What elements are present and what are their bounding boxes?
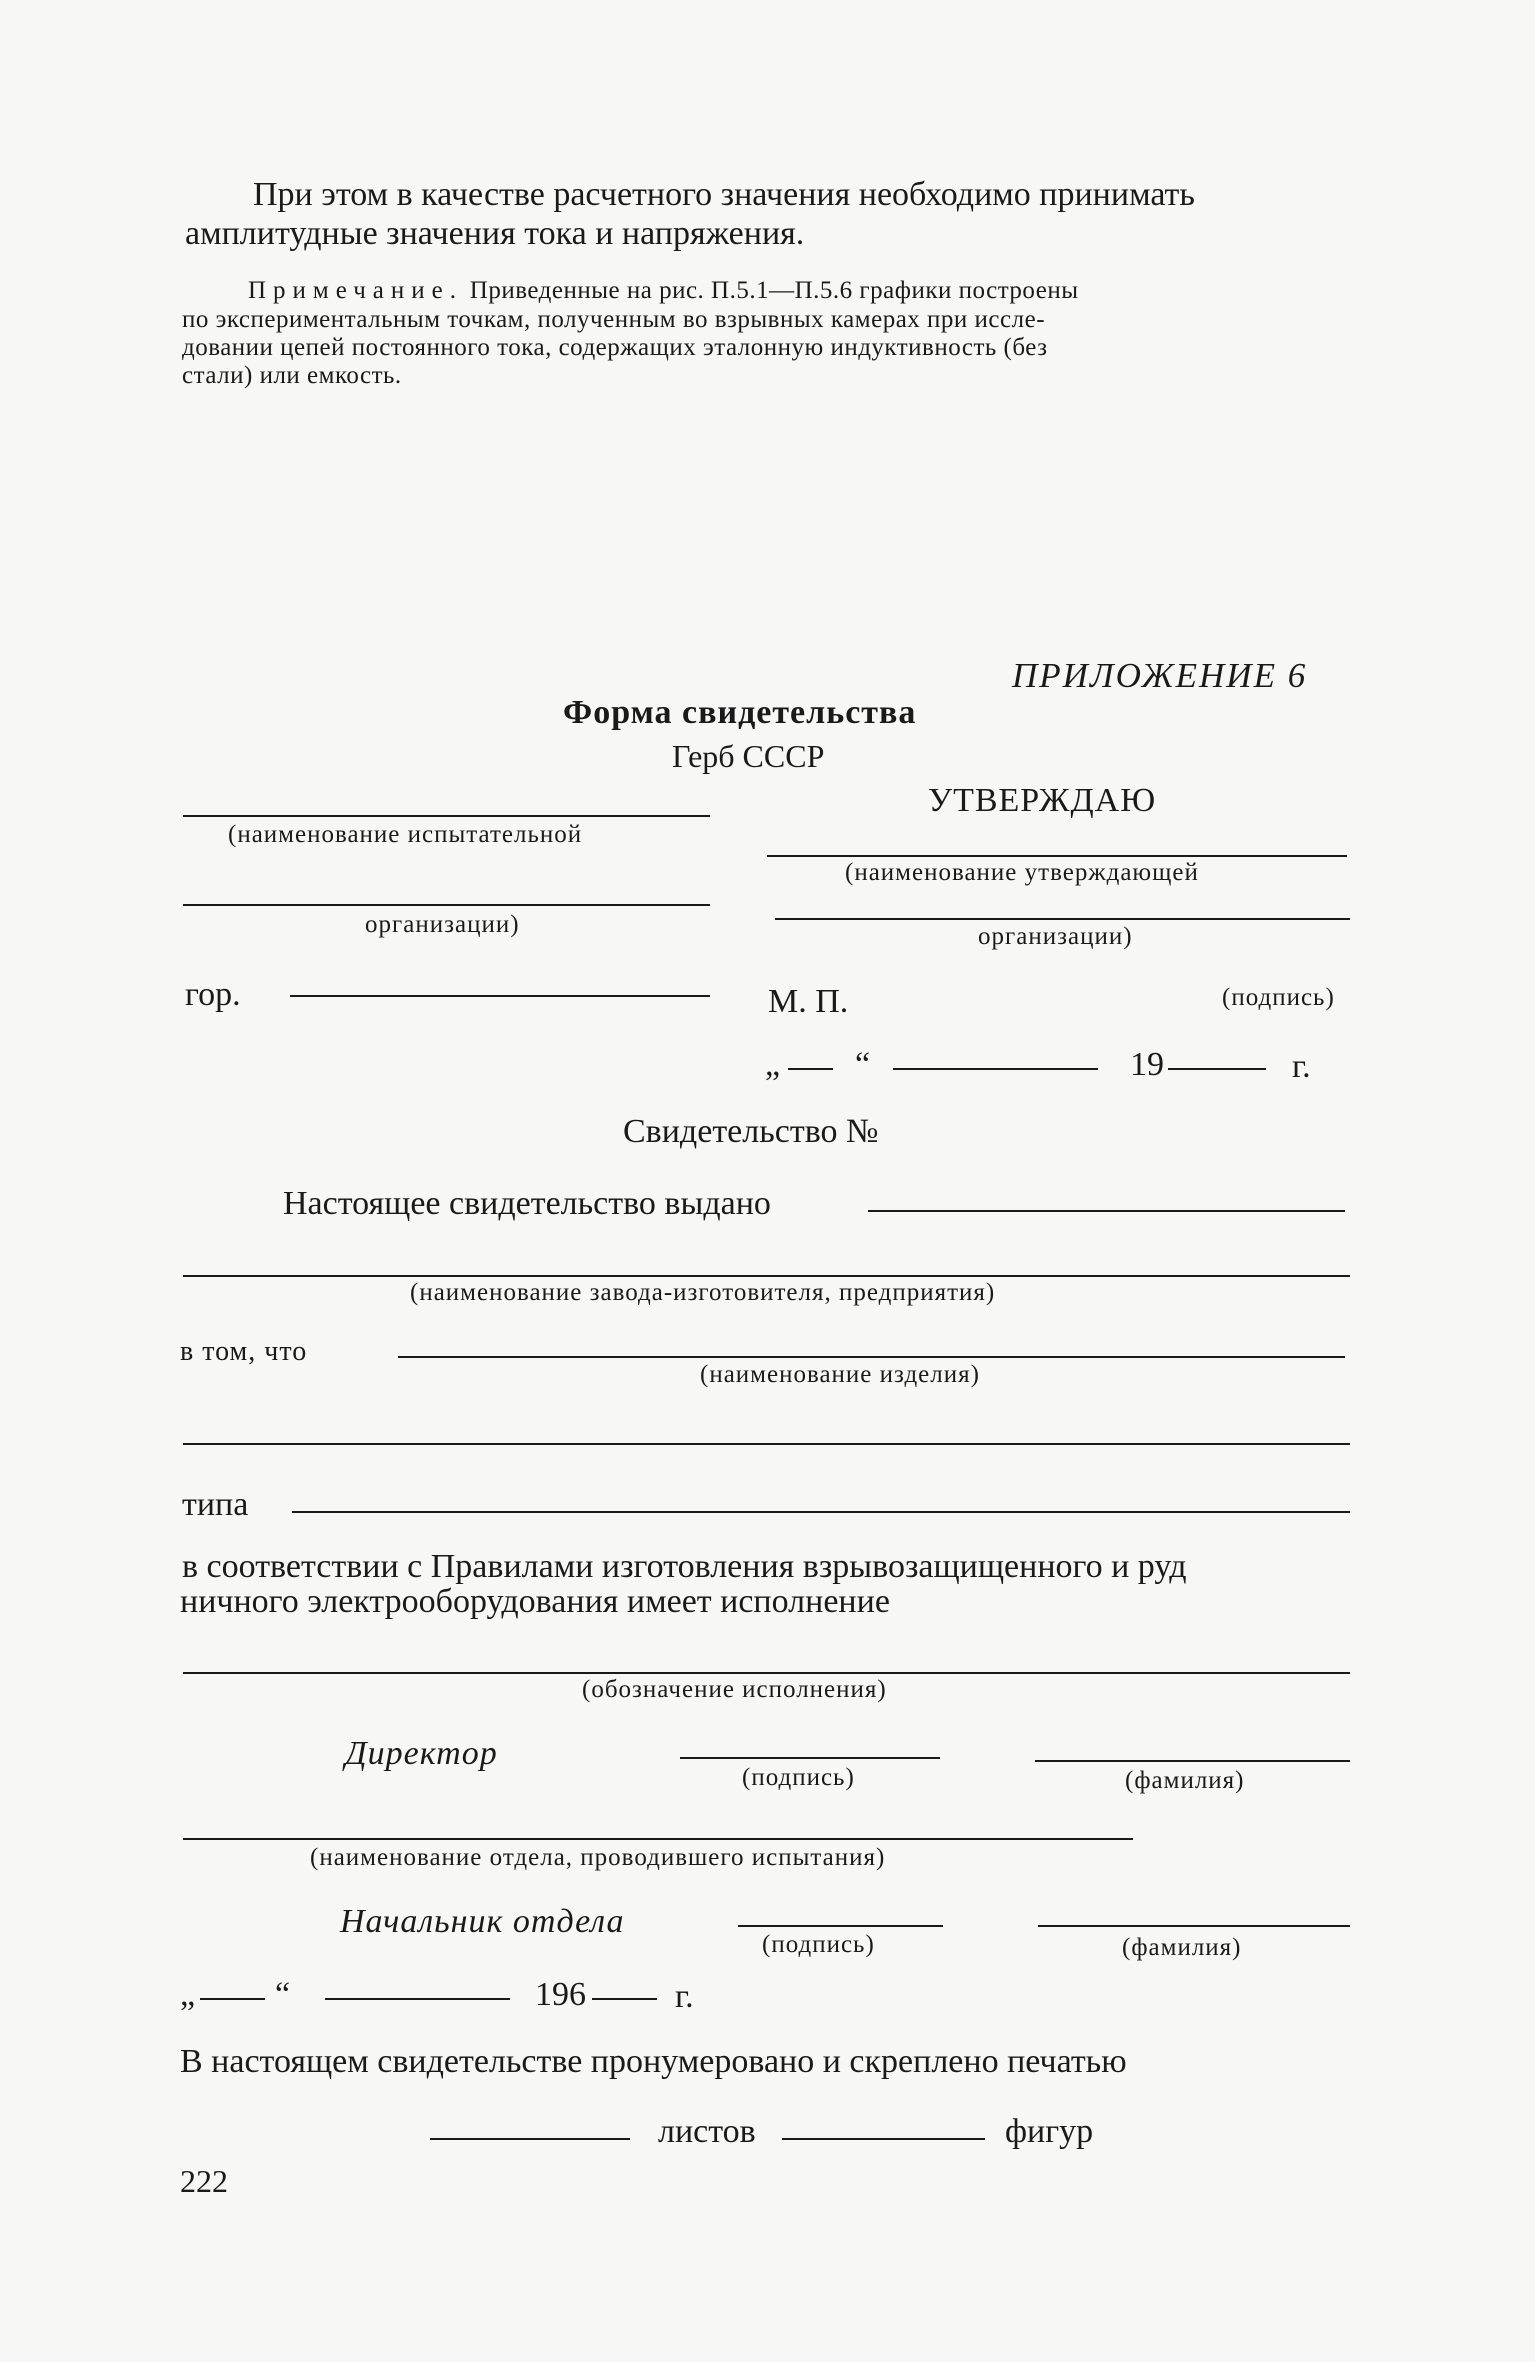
test-org-line-2 bbox=[183, 904, 710, 906]
product-caption: (наименование изделия) bbox=[700, 1361, 980, 1388]
approve-year-line bbox=[1168, 1068, 1266, 1070]
test-org-caption-1: (наименование испытательной bbox=[228, 821, 583, 848]
type-line bbox=[292, 1511, 1350, 1513]
issue-year-suffix: г. bbox=[675, 1978, 694, 2015]
test-org-line-1 bbox=[183, 815, 710, 817]
approve-org-line-1 bbox=[767, 855, 1347, 857]
director-surname-caption: (фамилия) bbox=[1125, 1767, 1245, 1794]
approve-date-open-quote: „ bbox=[765, 1046, 781, 1083]
city-line bbox=[290, 995, 710, 997]
manufacturer-caption: (наименование завода-изготовителя, предприятия) bbox=[410, 1279, 996, 1306]
note-text-1: Приведенные на рис. П.5.1—П.5.6 графики построены bbox=[469, 277, 1079, 304]
approve-label: УТВЕРЖДАЮ bbox=[928, 782, 1157, 819]
director-signature-caption: (подпись) bbox=[742, 1764, 855, 1791]
city-label: гор. bbox=[185, 976, 241, 1013]
note-line-3: довании цепей постоянного тока, содержащих эталонную индуктивность (без bbox=[182, 334, 1048, 361]
issued-line bbox=[868, 1210, 1345, 1212]
head-surname-line bbox=[1038, 1925, 1350, 1927]
approve-org-caption-1: (наименование утверждающей bbox=[845, 859, 1199, 886]
form-title: Форма свидетельства bbox=[563, 694, 917, 731]
head-signature-line bbox=[738, 1925, 943, 1927]
approve-org-line-2 bbox=[775, 918, 1350, 920]
issued-label: Настоящее свидетельство выдано bbox=[283, 1185, 771, 1222]
appendix-title: ПРИЛОЖЕНИЕ 6 bbox=[1012, 656, 1308, 695]
type-label: типа bbox=[182, 1486, 249, 1523]
department-line bbox=[183, 1838, 1133, 1840]
issue-year-prefix: 196 bbox=[535, 1976, 586, 2013]
product-line-2 bbox=[183, 1443, 1350, 1445]
issue-date-open-quote: „ bbox=[180, 1976, 196, 2013]
issue-year-line bbox=[592, 1998, 657, 2000]
director-signature-line bbox=[680, 1757, 940, 1759]
issue-month-line bbox=[325, 1998, 510, 2000]
intro-line-1: При этом в качестве расчетного значения необходимо принимать bbox=[253, 176, 1195, 213]
approve-org-caption-2: организации) bbox=[978, 923, 1133, 950]
approve-day-line bbox=[788, 1068, 833, 1070]
figures-label: фигур bbox=[1005, 2113, 1094, 2150]
certificate-title: Свидетельство № bbox=[623, 1113, 879, 1150]
head-signature-caption: (подпись) bbox=[762, 1931, 875, 1958]
head-label: Начальник отдела bbox=[340, 1903, 625, 1940]
stamp-label: М. П. bbox=[768, 983, 849, 1020]
emblem-caption: Герб СССР bbox=[672, 738, 825, 774]
manufacturer-line bbox=[183, 1275, 1350, 1277]
approve-month-line bbox=[893, 1068, 1098, 1070]
director-label: Директор bbox=[345, 1735, 498, 1772]
product-label: в том, что bbox=[180, 1336, 308, 1367]
sheets-label: листов bbox=[658, 2113, 756, 2150]
approve-year-suffix: г. bbox=[1292, 1048, 1311, 1085]
numbered-text: В настоящем свидетельстве пронумеровано и скреплено печатью bbox=[180, 2043, 1127, 2080]
figures-line bbox=[782, 2138, 985, 2140]
note-line-1 bbox=[248, 278, 1079, 303]
execution-line bbox=[183, 1672, 1350, 1674]
note-line-4: стали) или емкость. bbox=[182, 362, 402, 389]
note-label: Примечание. bbox=[248, 277, 464, 304]
product-line bbox=[398, 1356, 1345, 1358]
note-line-2: по экспериментальным точкам, полученным во взрывных камерах при иссле- bbox=[182, 306, 1046, 333]
approve-date-close-quote: “ bbox=[855, 1046, 871, 1083]
director-surname-line bbox=[1035, 1760, 1350, 1762]
department-caption: (наименование отдела, проводившего испытания) bbox=[310, 1844, 886, 1871]
intro-line-2: амплитудные значения тока и напряжения. bbox=[185, 215, 805, 252]
approve-year-prefix: 19 bbox=[1130, 1046, 1164, 1083]
execution-caption: (обозначение исполнения) bbox=[582, 1676, 887, 1703]
compliance-line-1: в соответствии с Правилами изготовления взрывозащищенного и руд bbox=[182, 1548, 1187, 1585]
head-surname-caption: (фамилия) bbox=[1122, 1934, 1242, 1961]
page-number: 222 bbox=[180, 2163, 228, 2199]
compliance-line-2: ничного электрооборудования имеет исполнение bbox=[180, 1583, 890, 1620]
test-org-caption-2: организации) bbox=[365, 911, 520, 938]
issue-date-close-quote: “ bbox=[275, 1976, 291, 2013]
sheets-line bbox=[430, 2138, 630, 2140]
approve-signature-caption: (подпись) bbox=[1222, 984, 1335, 1011]
issue-day-line bbox=[200, 1998, 265, 2000]
